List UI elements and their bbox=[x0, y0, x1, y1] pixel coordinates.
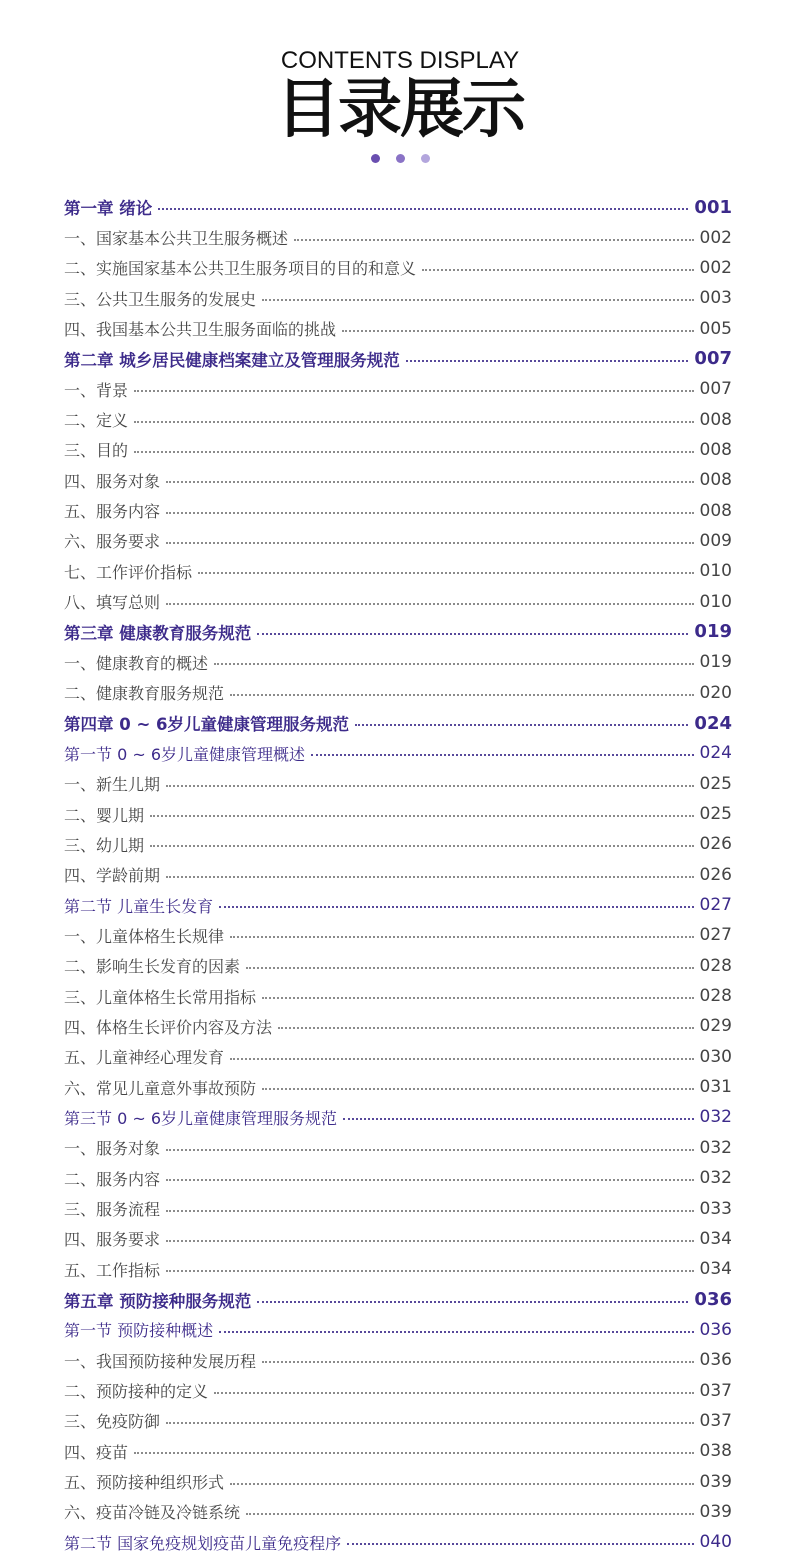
dot-leader bbox=[311, 754, 694, 756]
toc-entry-title: 一、服务对象 bbox=[64, 1139, 161, 1159]
toc-entry-title: 五、服务内容 bbox=[64, 502, 161, 522]
dot-icon bbox=[396, 154, 405, 163]
toc-entry-title: 一、儿童体格生长规律 bbox=[64, 926, 225, 946]
dot-leader bbox=[166, 512, 694, 514]
toc-item-row[interactable] bbox=[64, 769, 732, 799]
toc-page-number: 031 bbox=[699, 1077, 732, 1098]
toc-item-row[interactable] bbox=[64, 1072, 732, 1102]
dot-leader bbox=[230, 1058, 694, 1060]
toc-item-row[interactable] bbox=[64, 1133, 732, 1163]
dot-leader bbox=[150, 815, 694, 817]
dot-leader bbox=[262, 1361, 694, 1363]
toc-entry-title: 二、实施国家基本公共卫生服务项目的目的和意义 bbox=[64, 259, 417, 279]
toc-entry-title: 第五章 预防接种服务规范 bbox=[64, 1291, 252, 1311]
toc-page-number: 001 bbox=[694, 196, 732, 218]
toc-entry-title: 五、儿童神经心理发育 bbox=[64, 1048, 225, 1068]
toc-page-number: 024 bbox=[699, 743, 732, 764]
toc-item-row[interactable] bbox=[64, 404, 732, 434]
toc-item-row[interactable] bbox=[64, 1163, 732, 1193]
toc-page-number: 020 bbox=[699, 682, 732, 703]
toc-entry-title: 六、服务要求 bbox=[64, 532, 161, 552]
toc-entry-title: 三、儿童体格生长常用指标 bbox=[64, 987, 257, 1007]
dot-leader bbox=[262, 1088, 694, 1090]
toc-page-number: 009 bbox=[699, 530, 732, 551]
toc-page-number: 019 bbox=[699, 652, 732, 673]
dot-leader bbox=[166, 1270, 694, 1272]
toc-page-number: 027 bbox=[699, 895, 732, 916]
toc-item-row[interactable] bbox=[64, 981, 732, 1011]
dot-leader bbox=[134, 451, 694, 453]
dot-leader bbox=[166, 481, 694, 483]
toc-item-row[interactable] bbox=[64, 556, 732, 586]
dot-leader bbox=[347, 1543, 693, 1545]
toc-page-number: 008 bbox=[699, 439, 732, 460]
dot-leader bbox=[406, 360, 689, 362]
dot-leader bbox=[166, 876, 694, 878]
toc-page-number: 032 bbox=[699, 1107, 732, 1128]
toc-item-row[interactable] bbox=[64, 951, 732, 981]
toc-entry-title: 二、预防接种的定义 bbox=[64, 1382, 209, 1402]
toc-page-number: 008 bbox=[699, 470, 732, 491]
toc-item-row[interactable] bbox=[64, 1375, 732, 1405]
toc-entry-title: 四、体格生长评价内容及方法 bbox=[64, 1017, 273, 1037]
toc-item-row[interactable] bbox=[64, 1466, 732, 1496]
toc-section-row[interactable] bbox=[64, 1102, 732, 1132]
toc-chapter-row[interactable] bbox=[64, 192, 732, 222]
toc-page-number: 029 bbox=[699, 1016, 732, 1037]
dot-leader bbox=[214, 1392, 694, 1394]
toc-entry-title: 第四章 0 ~ 6岁儿童健康管理服务规范 bbox=[64, 715, 350, 735]
toc-entry-title: 第一节 预防接种概述 bbox=[64, 1321, 214, 1341]
toc-item-row[interactable] bbox=[64, 495, 732, 525]
dot-leader bbox=[166, 1422, 694, 1424]
dot-leader bbox=[278, 1027, 694, 1029]
toc-item-row[interactable] bbox=[64, 283, 732, 313]
toc-page-number: 039 bbox=[699, 1501, 732, 1522]
toc-entry-title: 二、婴儿期 bbox=[64, 805, 145, 825]
page-title: 目录展示 bbox=[276, 73, 524, 147]
toc-page-number: 030 bbox=[699, 1046, 732, 1067]
toc-item-row[interactable] bbox=[64, 526, 732, 556]
toc-item-row[interactable] bbox=[64, 1254, 732, 1284]
toc-page-number: 037 bbox=[699, 1410, 732, 1431]
toc-entry-title: 第一章 绪论 bbox=[64, 199, 153, 219]
toc-entry-title: 四、学龄前期 bbox=[64, 866, 161, 886]
toc-entry-title: 七、工作评价指标 bbox=[64, 562, 193, 582]
dot-leader bbox=[219, 906, 693, 908]
toc-entry-title: 八、填写总则 bbox=[64, 593, 161, 613]
toc-page-number: 008 bbox=[699, 500, 732, 521]
toc-section-row[interactable] bbox=[64, 1315, 732, 1345]
toc-entry-title: 六、疫苗冷链及冷链系统 bbox=[64, 1503, 241, 1523]
toc-item-row[interactable] bbox=[64, 1042, 732, 1072]
toc-item-row[interactable] bbox=[64, 1436, 732, 1466]
toc-entry-title: 四、服务要求 bbox=[64, 1230, 161, 1250]
toc-page-number: 032 bbox=[699, 1137, 732, 1158]
toc-item-row[interactable] bbox=[64, 222, 732, 252]
dot-leader bbox=[294, 239, 694, 241]
dot-leader bbox=[134, 421, 694, 423]
toc-page-number: 034 bbox=[699, 1259, 732, 1280]
toc-page-number: 003 bbox=[699, 288, 732, 309]
dot-leader bbox=[257, 1301, 688, 1303]
dot-leader bbox=[230, 1483, 694, 1485]
dot-leader bbox=[230, 936, 694, 938]
toc-page-number: 036 bbox=[699, 1350, 732, 1371]
decorative-dots bbox=[0, 154, 800, 164]
toc-entry-title: 三、幼儿期 bbox=[64, 835, 145, 855]
toc-page-number: 019 bbox=[694, 621, 732, 643]
toc-entry-title: 五、预防接种组织形式 bbox=[64, 1473, 225, 1493]
dot-icon bbox=[421, 154, 430, 163]
toc-page-number: 036 bbox=[699, 1319, 732, 1340]
toc-item-row[interactable] bbox=[64, 829, 732, 859]
dot-leader bbox=[166, 603, 694, 605]
toc-item-row[interactable] bbox=[64, 253, 732, 283]
dot-leader bbox=[198, 572, 694, 574]
toc-entry-title: 一、国家基本公共卫生服务概述 bbox=[64, 229, 289, 249]
toc-entry-title: 第二节 国家免疫规划疫苗儿童免疫程序 bbox=[64, 1533, 342, 1553]
toc-page-number: 007 bbox=[694, 348, 732, 370]
toc-page-number: 010 bbox=[699, 561, 732, 582]
toc-item-row[interactable] bbox=[64, 1011, 732, 1041]
toc-entry-title: 二、健康教育服务规范 bbox=[64, 684, 225, 704]
toc-entry-title: 第二章 城乡居民健康档案建立及管理服务规范 bbox=[64, 350, 400, 370]
toc-entry-title: 一、健康教育的概述 bbox=[64, 653, 209, 673]
dot-leader bbox=[134, 390, 694, 392]
dot-leader bbox=[422, 269, 694, 271]
toc-page-number: 005 bbox=[699, 318, 732, 339]
toc-page-number: 032 bbox=[699, 1168, 732, 1189]
toc-item-row[interactable] bbox=[64, 1193, 732, 1223]
dot-leader bbox=[257, 633, 688, 635]
page-subtitle: CONTENTS DISPLAY bbox=[280, 47, 520, 74]
toc-entry-title: 二、服务内容 bbox=[64, 1169, 161, 1189]
dot-leader bbox=[230, 694, 694, 696]
toc-entry-title: 第三章 健康教育服务规范 bbox=[64, 623, 252, 643]
toc-entry-title: 第三节 0 ~ 6岁儿童健康管理服务规范 bbox=[64, 1108, 338, 1128]
dot-leader bbox=[246, 1513, 694, 1515]
toc-item-row[interactable] bbox=[64, 1497, 732, 1527]
toc-item-row[interactable] bbox=[64, 1224, 732, 1254]
toc-item-row[interactable] bbox=[64, 465, 732, 495]
toc-item-row[interactable] bbox=[64, 678, 732, 708]
toc-page-number: 040 bbox=[699, 1532, 732, 1553]
dot-leader bbox=[342, 330, 694, 332]
toc-item-row[interactable] bbox=[64, 374, 732, 404]
dot-leader bbox=[262, 299, 694, 301]
toc-item-row[interactable] bbox=[64, 860, 732, 890]
toc-page-number: 024 bbox=[694, 712, 732, 734]
toc-section-row[interactable] bbox=[64, 890, 732, 920]
toc-page-number: 010 bbox=[699, 591, 732, 612]
toc-entry-title: 一、背景 bbox=[64, 380, 129, 400]
dot-leader bbox=[355, 724, 688, 726]
dot-leader bbox=[214, 663, 694, 665]
dot-leader bbox=[262, 997, 694, 999]
table-of-contents bbox=[64, 192, 732, 1557]
toc-page-number: 025 bbox=[699, 804, 732, 825]
toc-page-number: 007 bbox=[699, 379, 732, 400]
toc-page-number: 037 bbox=[699, 1380, 732, 1401]
dot-leader bbox=[166, 1240, 694, 1242]
toc-entry-title: 一、新生儿期 bbox=[64, 775, 161, 795]
toc-entry-title: 四、我国基本公共卫生服务面临的挑战 bbox=[64, 320, 337, 340]
dot-leader bbox=[166, 1179, 694, 1181]
dot-leader bbox=[166, 785, 694, 787]
toc-entry-title: 三、服务流程 bbox=[64, 1200, 161, 1220]
toc-item-row[interactable] bbox=[64, 1406, 732, 1436]
toc-chapter-row[interactable] bbox=[64, 708, 732, 738]
toc-page-number: 027 bbox=[699, 925, 732, 946]
toc-item-row[interactable] bbox=[64, 586, 732, 616]
toc-item-row[interactable] bbox=[64, 920, 732, 950]
toc-entry-title: 三、公共卫生服务的发展史 bbox=[64, 289, 257, 309]
dot-leader bbox=[219, 1331, 693, 1333]
toc-page-number: 028 bbox=[699, 986, 732, 1007]
toc-item-row[interactable] bbox=[64, 1345, 732, 1375]
toc-entry-title: 第二节 儿童生长发育 bbox=[64, 896, 214, 916]
toc-page-number: 038 bbox=[699, 1441, 732, 1462]
toc-chapter-row[interactable] bbox=[64, 1284, 732, 1314]
dot-leader bbox=[166, 1149, 694, 1151]
header bbox=[0, 0, 800, 180]
toc-entry-title: 五、工作指标 bbox=[64, 1260, 161, 1280]
toc-entry-title: 第一节 0 ~ 6岁儿童健康管理概述 bbox=[64, 744, 306, 764]
toc-page-number: 026 bbox=[699, 864, 732, 885]
toc-entry-title: 二、定义 bbox=[64, 411, 129, 431]
toc-entry-title: 二、影响生长发育的因素 bbox=[64, 957, 241, 977]
toc-entry-title: 四、服务对象 bbox=[64, 471, 161, 491]
toc-section-row[interactable] bbox=[64, 738, 732, 768]
toc-page-number: 034 bbox=[699, 1228, 732, 1249]
toc-item-row[interactable] bbox=[64, 799, 732, 829]
toc-page-number: 039 bbox=[699, 1471, 732, 1492]
toc-page-number: 002 bbox=[699, 257, 732, 278]
toc-chapter-row[interactable] bbox=[64, 344, 732, 374]
toc-item-row[interactable] bbox=[64, 313, 732, 343]
toc-page-number: 026 bbox=[699, 834, 732, 855]
toc-item-row[interactable] bbox=[64, 647, 732, 677]
dot-leader bbox=[246, 967, 694, 969]
toc-page-number: 002 bbox=[699, 227, 732, 248]
dot-leader bbox=[343, 1118, 694, 1120]
toc-entry-title: 三、目的 bbox=[64, 441, 129, 461]
dot-leader bbox=[166, 542, 694, 544]
toc-entry-title: 三、免疫防御 bbox=[64, 1412, 161, 1432]
toc-entry-title: 六、常见儿童意外事故预防 bbox=[64, 1078, 257, 1098]
toc-item-row[interactable] bbox=[64, 435, 732, 465]
dot-leader bbox=[134, 1452, 694, 1454]
toc-page-number: 008 bbox=[699, 409, 732, 430]
toc-page-number: 028 bbox=[699, 955, 732, 976]
dot-leader bbox=[166, 1210, 694, 1212]
dot-leader bbox=[158, 208, 688, 210]
toc-page-number: 036 bbox=[694, 1289, 732, 1311]
toc-chapter-row[interactable] bbox=[64, 617, 732, 647]
dot-icon bbox=[371, 154, 380, 163]
dot-leader bbox=[150, 845, 694, 847]
toc-section-row[interactable] bbox=[64, 1527, 732, 1557]
toc-page-number: 025 bbox=[699, 773, 732, 794]
toc-page-number: 033 bbox=[699, 1198, 732, 1219]
toc-entry-title: 四、疫苗 bbox=[64, 1442, 129, 1462]
toc-entry-title: 一、我国预防接种发展历程 bbox=[64, 1351, 257, 1371]
